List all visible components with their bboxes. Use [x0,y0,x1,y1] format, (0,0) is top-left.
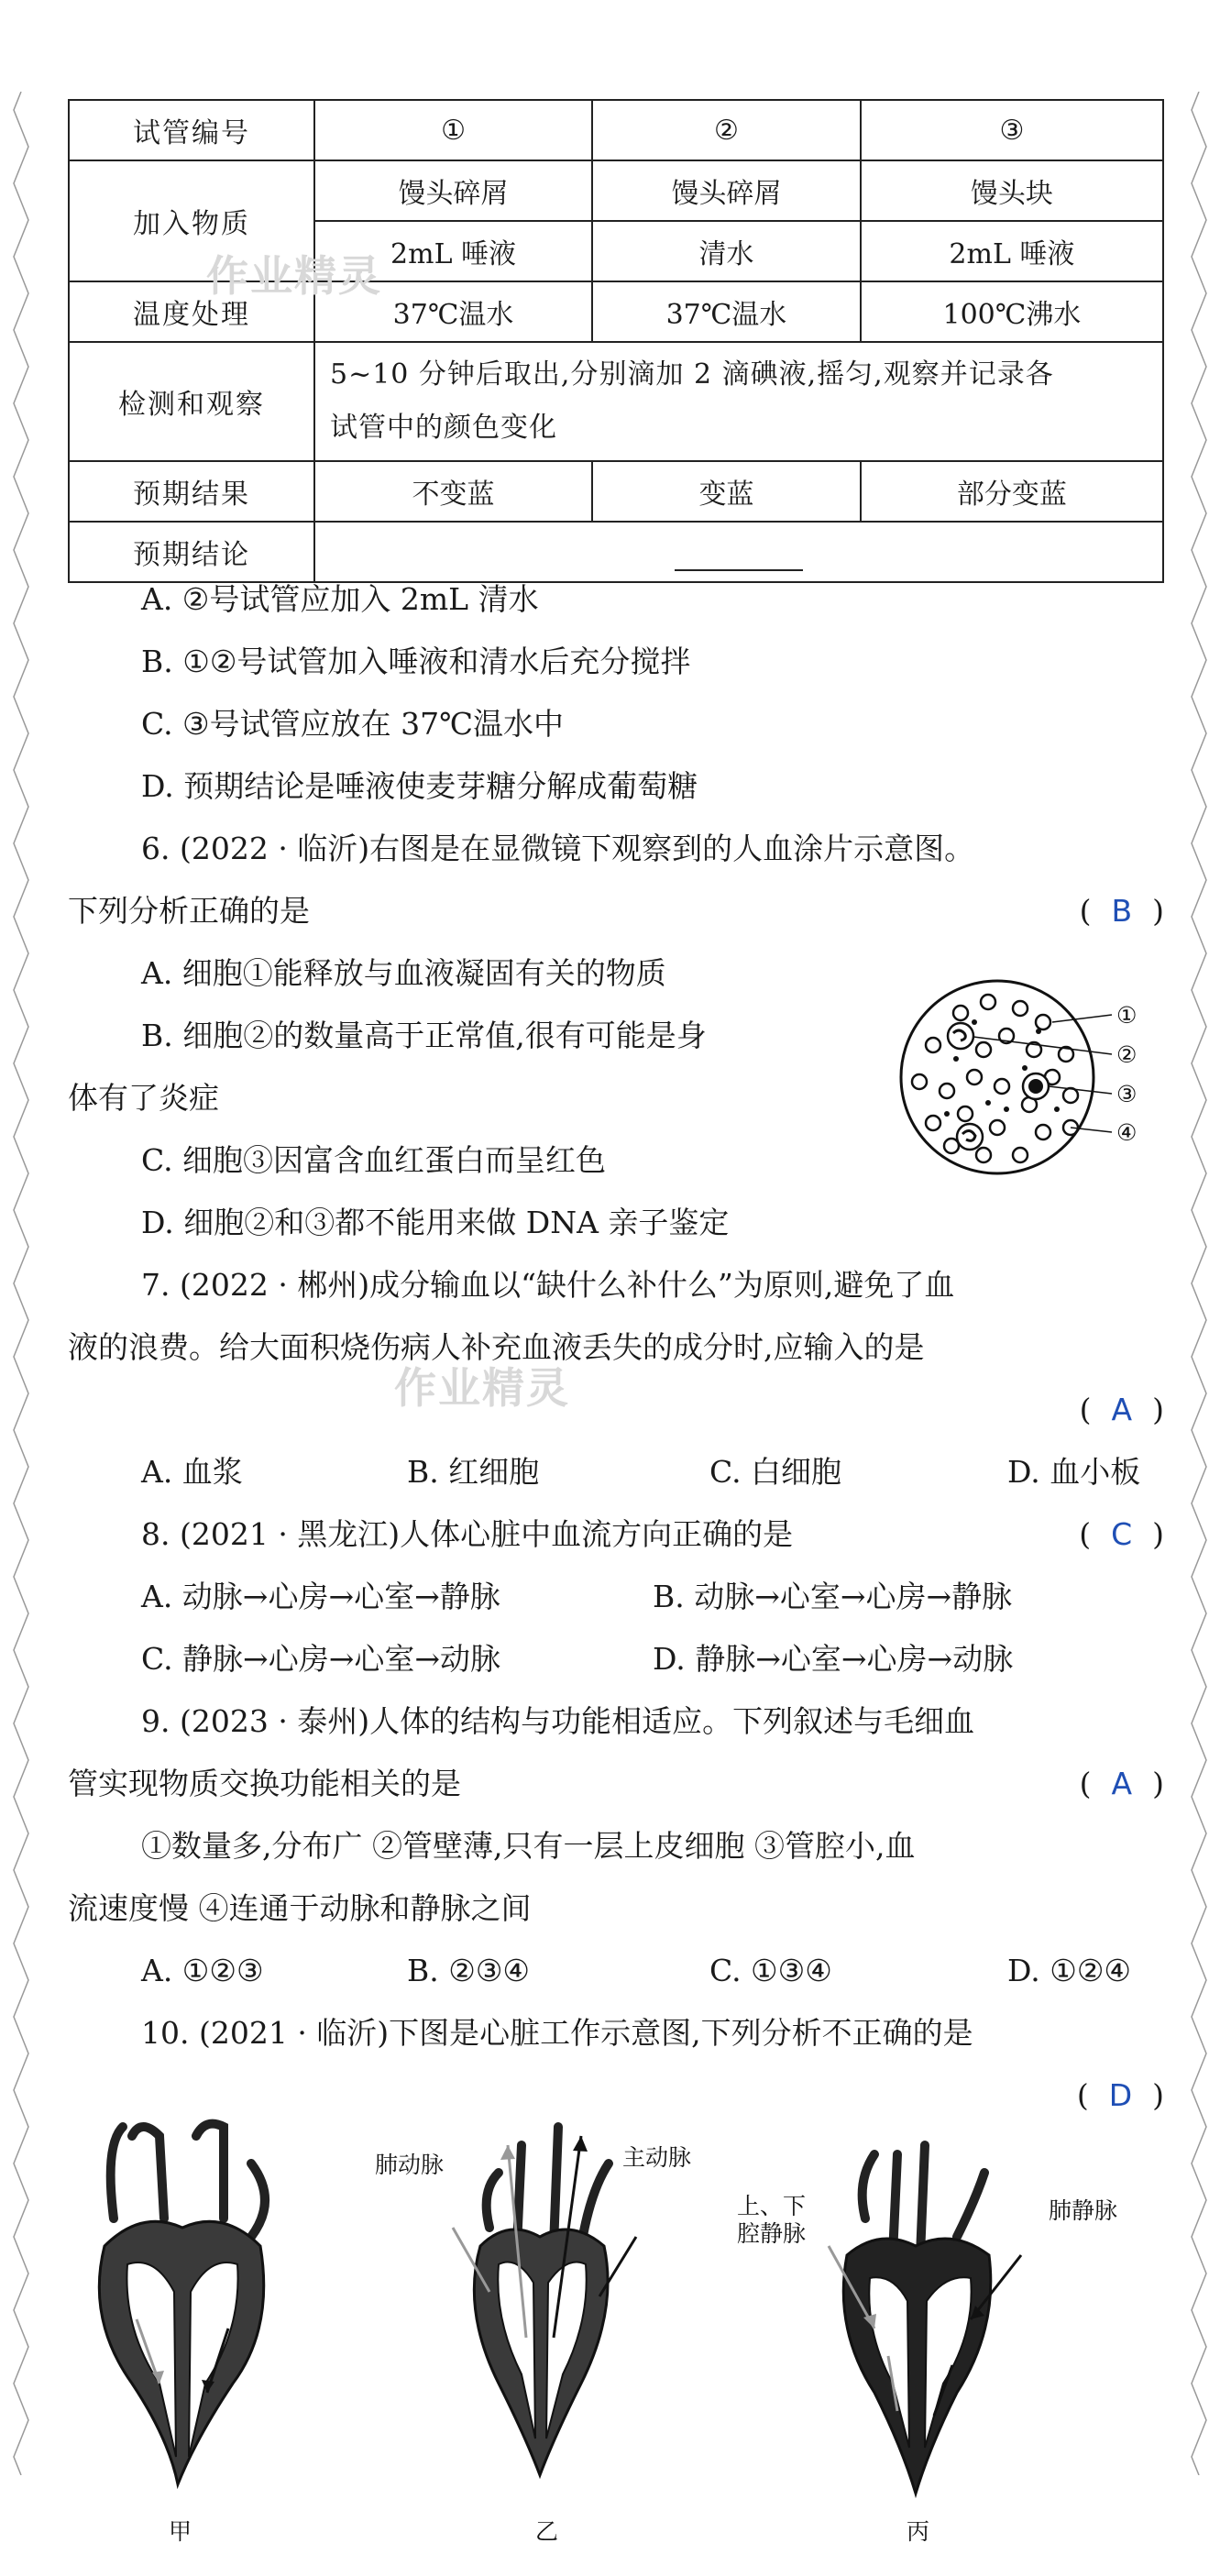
q8-stem-line1 [68,1503,1164,1566]
heart-label-bing: 丙 [907,2518,930,2545]
label-vena-cava-line2: 腔静脉 [737,2220,807,2247]
row-label-expected-result: 预期结果 [69,461,314,522]
tube-3-substance: 馒头块 [861,160,1163,221]
detection-text-line2: 试管中的颜色变化 [330,412,557,444]
q8-option-a: A. 动脉→心房→心室→静脉 [141,1579,500,1614]
q8-stem-text: 8. (2021 · 黑龙江)人体心脏中血流方向正确的是 [141,1516,794,1552]
watermark-middle: 作业精灵 [394,1363,570,1413]
q6-option-c: C. 细胞③因富含血红蛋白而呈红色 [141,1142,607,1178]
q9-option-b: B. ②③④ [407,1953,530,1988]
q9-answer: ( A ) [1079,1766,1164,1801]
q8-options-row2 [68,1628,1164,1690]
q6-option-b-line2: 体有了炎症 [68,1080,219,1116]
heart-label-yi: 乙 [535,2518,559,2545]
tube-1-result: 不变蓝 [314,461,592,522]
label-vena-cava-line1: 上、下 [737,2193,807,2219]
q9-option-d: D. ①②④ [1007,1953,1132,1988]
watermark-top: 作业精灵 [206,251,382,301]
row-label-expected-conclusion: 预期结论 [69,522,314,582]
q9-option-c: C. ①③④ [709,1953,832,1988]
q9-statements-line2: 流速度慢 ④连通于动脉和静脉之间 [68,1890,532,1926]
q9-stem-line1: 9. (2023 · 泰州)人体的结构与功能相适应。下列叙述与毛细血 [141,1703,975,1739]
detection-description [314,342,1163,461]
heart-label-jia: 甲 [169,2518,192,2545]
tube-2-liquid: 清水 [592,221,861,281]
tube-2-temperature: 37℃温水 [592,281,861,342]
q6-stem-text: 下列分析正确的是 [68,893,310,929]
q9-stem-text: 管实现物质交换功能相关的是 [68,1766,461,1801]
white-blood-cell-right [1023,1073,1049,1099]
q5-option-c: C. ③号试管应放在 37℃温水中 [141,706,565,742]
tube-1-header: ① [314,100,592,160]
q9-stem-line2 [68,1753,1164,1815]
tube-1-substance: 馒头碎屑 [314,160,592,221]
tube-3-header: ③ [861,100,1163,160]
table-row-expected-result [69,461,1163,522]
q6-stem-line1: 6. (2022 · 临沂)右图是在显微镜下观察到的人血涂片示意图。 [141,831,975,866]
q7-stem-line1: 7. (2022 · 郴州)成分输血以“缺什么补什么”为原则,避免了血 [141,1267,955,1303]
q7-answer-line [68,1379,1164,1441]
microscope-field-circle [901,981,1094,1173]
white-blood-cell-lower [957,1124,983,1150]
white-blood-cell-upper [948,1023,973,1049]
red-blood-cells [912,995,1078,1162]
q6-option-a: A. 细胞①能释放与血液凝固有关的物质 [141,955,666,991]
q8-answer: ( C ) [1079,1516,1164,1552]
q10-answer: ( D ) [1076,2077,1164,2113]
q7-stem-line2: 液的浪费。给大面积烧伤病人补充血液丢失的成分时,应输入的是 [68,1329,925,1365]
experiment-table [68,99,1164,583]
q9-answer-letter: A [1111,1766,1133,1801]
tube-1-temperature: 37℃温水 [314,281,592,342]
heart-diagram-jia [99,2124,265,2545]
q5-option-a: A. ②号试管应加入 2mL 清水 [141,581,539,617]
q8-answer-letter: C [1111,1516,1133,1552]
tube-2-substance: 馒头碎屑 [592,160,861,221]
q7-answer: ( A ) [1079,1392,1164,1427]
q6-answer: ( B ) [1079,893,1164,929]
table-row-detection [69,342,1163,461]
tube-3-liquid: 2mL 唾液 [861,221,1163,281]
table-row-added-substance [69,160,1163,221]
q8-option-b: B. 动脉→心室→心房→静脉 [653,1579,1013,1614]
table-row-tube-number [69,100,1163,160]
q6-answer-letter: B [1111,893,1133,929]
row-label-added-substance: 加入物质 [69,160,314,281]
label-pulmonary-vein: 肺静脉 [1049,2197,1118,2224]
q10-stem-line1: 10. (2021 · 临沂)下图是心脏工作示意图,下列分析不正确的是 [141,2015,973,2051]
q7-options [68,1441,1164,1503]
q7-answer-letter: A [1111,1392,1133,1427]
q10-answer-letter: D [1108,2077,1133,2113]
row-label-temperature: 温度处理 [69,281,314,342]
q9-options [68,1940,1164,2002]
q5-option-b: B. ①②号试管加入唾液和清水后充分搅拌 [141,644,691,679]
q5-option-d: D. 预期结论是唾液使麦芽糖分解成葡萄糖 [141,768,698,804]
row-label-detection: 检测和观察 [69,342,314,461]
heart-diagram-yi [375,2127,691,2545]
answer-blank-line [675,533,803,571]
tube-1-liquid: 2mL 唾液 [314,221,592,281]
heart-working-figure [68,2108,1168,2548]
q9-option-a: A. ①②③ [141,1953,264,1988]
q9-statements-line1: ①数量多,分布广 ②管壁薄,只有一层上皮细胞 ③管腔小,血 [141,1828,916,1864]
detection-text-line1: 5~10 分钟后取出,分别滴加 2 滴碘液,摇匀,观察并记录各 [330,358,1054,391]
blood-smear-figure [896,967,1162,1187]
q7-option-b: B. 红细胞 [407,1454,540,1490]
questions-area [68,568,1164,2127]
label-lines [973,1015,1112,1132]
q8-option-d: D. 静脉→心室→心房→动脉 [653,1641,1014,1677]
label-aorta: 主动脉 [622,2144,692,2171]
label-pulmonary-artery: 肺动脉 [375,2152,445,2178]
tube-2-header: ② [592,100,861,160]
blood-label-4: ④ [1116,1119,1138,1146]
row-label-tube-number: 试管编号 [69,100,314,160]
q7-option-c: C. 白细胞 [709,1454,842,1490]
q7-option-a: A. 血浆 [141,1454,243,1490]
tube-3-temperature: 100℃沸水 [861,281,1163,342]
tube-3-result: 部分变蓝 [861,461,1163,522]
q6-option-d: D. 细胞②和③都不能用来做 DNA 亲子鉴定 [141,1205,730,1240]
heart-diagram-bing [737,2145,1117,2545]
q6-stem-line2 [68,880,1164,942]
blood-label-1: ① [1116,1002,1138,1029]
left-border-decoration [11,92,31,2475]
blood-label-3: ③ [1116,1081,1138,1107]
q8-options-row1 [68,1566,1164,1628]
right-border-decoration [1189,92,1209,2475]
q7-option-d: D. 血小板 [1007,1454,1141,1490]
tube-2-result: 变蓝 [592,461,861,522]
q6-option-b-line1: B. 细胞②的数量高于正常值,很有可能是身 [141,1018,707,1053]
blood-label-2: ② [1116,1041,1138,1068]
q8-option-c: C. 静脉→心房→心室→动脉 [141,1641,501,1677]
